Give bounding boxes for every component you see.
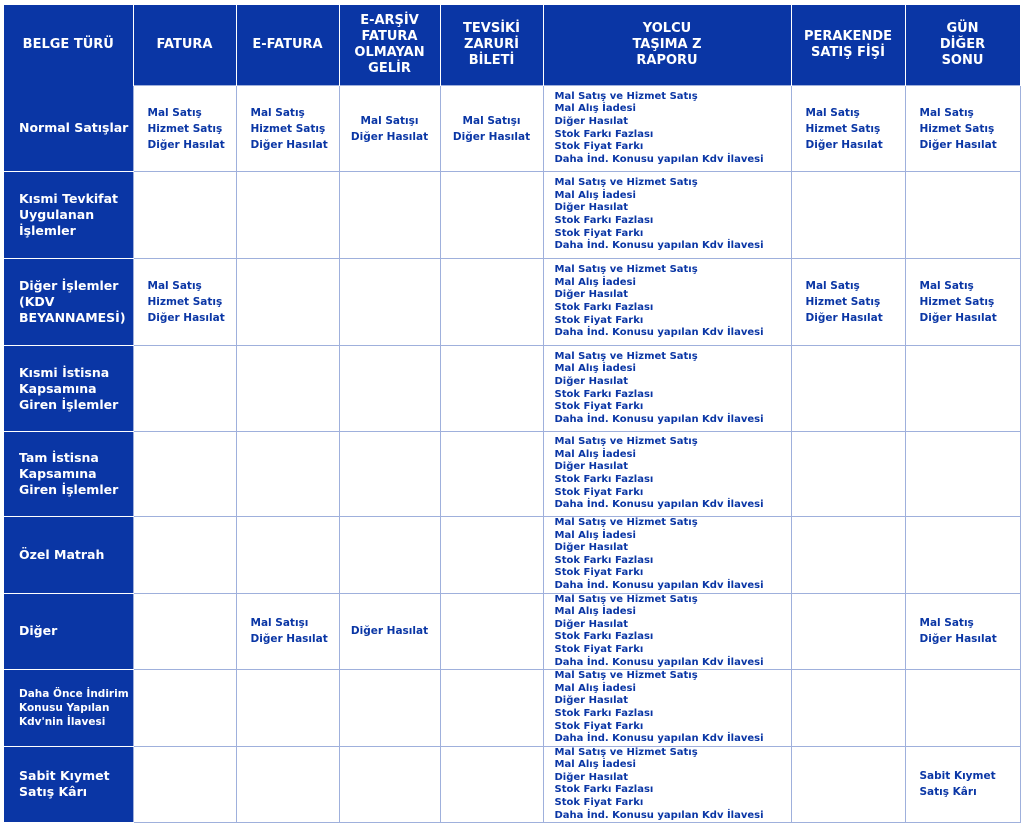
cell-item: Mal Satışı [462,114,521,127]
cell-item: Hizmet Satış [250,122,326,135]
yolcu-item: Diğer Hasılat [554,115,629,127]
tevsiki-cell [440,432,543,517]
yolcu-item: Diğer Hasılat [554,375,629,387]
yolcu-item: Mal Alış İadesi [554,759,636,771]
row-label: Kısmi Tevkifat Uygulanan İşlemler [4,172,133,259]
yolcu-item: Mal Alış İadesi [554,682,636,694]
cell-item: Mal Satış [805,280,860,292]
cell-item: Mal Satış [250,106,305,119]
perakende-cell [791,172,905,259]
gun-diger-sonu-cell [905,172,1020,259]
cell-item: Diğer Hasılat [147,312,225,324]
yolcu-item: Mal Satış ve Hizmet Satış [554,593,698,605]
fatura-cell [133,432,236,517]
gun-diger-sonu-cell [905,517,1020,594]
cell-item: Satış Kârı [919,786,977,799]
yolcu-z-raporu-cell [543,593,791,670]
gun-diger-sonu-cell [905,670,1020,747]
cell-item: Hizmet Satış [919,296,995,308]
cell-item: Mal Satışı [250,617,309,630]
yolcu-item: Daha İnd. Konusu yapılan Kdv İlavesi [554,579,764,591]
table-row [4,517,1020,594]
yolcu-item: Stok Farkı Fazlası [554,388,654,400]
e-arsiv-cell [339,746,440,823]
cell-item: Diğer Hasılat [147,138,225,151]
cell-item: Mal Satış [147,280,202,292]
header-row [4,5,1020,86]
table-row [4,593,1020,670]
row-label: Sabit Kıymet Satış Kârı [4,746,133,823]
e-arsiv-cell [339,593,440,670]
cell-item: Mal Satış [919,106,974,119]
yolcu-item: Stok Farkı Fazlası [554,554,654,566]
cell-item: Diğer Hasılat [350,625,429,638]
yolcu-item: Daha İnd. Konusu yapılan Kdv İlavesi [554,656,764,668]
perakende-cell [791,593,905,670]
table-row [4,172,1020,259]
yolcu-item: Daha İnd. Konusu yapılan Kdv İlavesi [554,733,764,745]
cell-item: Diğer Hasılat [350,130,429,143]
yolcu-item: Diğer Hasılat [554,202,629,214]
header-e-arsiv: E-ARŞİV FATURA OLMAYAN GELİR [339,5,440,86]
tevsiki-cell [440,746,543,823]
cell-item: Diğer Hasılat [452,130,531,143]
table-row [4,746,1020,823]
yolcu-item: Mal Satış ve Hizmet Satış [554,350,698,362]
cell-item: Diğer Hasılat [919,633,997,646]
yolcu-item: Mal Satış ve Hizmet Satış [554,177,698,189]
yolcu-item: Stok Fiyat Farkı [554,227,644,239]
row-label: Diğer İşlemler (KDV BEYANNAMESİ) [4,259,133,346]
yolcu-z-raporu-cell [543,432,791,517]
cell-item: Diğer Hasılat [919,138,997,151]
header-belge-turu: BELGE TÜRÜ [4,5,133,86]
fatura-cell [133,259,236,346]
row-label: Tam İstisna Kapsamına Giren İşlemler [4,432,133,517]
yolcu-z-raporu-cell [543,346,791,432]
yolcu-item: Stok Fiyat Farkı [554,797,644,809]
yolcu-z-raporu-cell [543,517,791,594]
perakende-cell [791,517,905,594]
table-row [4,86,1020,172]
yolcu-item: Mal Alış İadesi [554,363,636,375]
yolcu-item: Mal Alış İadesi [554,606,636,618]
tevsiki-cell [440,86,543,172]
yolcu-item: Stok Farkı Fazlası [554,302,654,313]
yolcu-item: Stok Farkı Fazlası [554,128,654,140]
yolcu-item: Diğer Hasılat [554,695,629,707]
belge-turu-table [4,5,1021,823]
yolcu-z-raporu-cell [543,172,791,259]
yolcu-item: Diğer Hasılat [554,542,629,554]
yolcu-item: Daha İnd. Konusu yapılan Kdv İlavesi [554,809,764,821]
e-fatura-cell [236,346,339,432]
belge-turu-table-container [4,5,1020,821]
yolcu-item: Stok Farkı Fazlası [554,784,654,796]
yolcu-item: Mal Alış İadesi [554,103,636,115]
yolcu-item: Stok Fiyat Farkı [554,720,644,732]
yolcu-item: Daha İnd. Konusu yapılan Kdv İlavesi [554,499,764,511]
yolcu-z-raporu-cell [543,86,791,172]
table-row [4,432,1020,517]
gun-diger-sonu-cell [905,432,1020,517]
cell-item: Diğer Hasılat [805,312,883,324]
e-fatura-cell [236,517,339,594]
cell-item: Hizmet Satış [805,122,881,135]
row-label: Diğer [4,593,133,670]
perakende-cell [791,346,905,432]
row-label: Kısmi İstisna Kapsamına Giren İşlemler [4,346,133,432]
cell-item: Mal Satışı [360,114,419,127]
fatura-cell [133,346,236,432]
gun-diger-sonu-cell [905,593,1020,670]
e-arsiv-cell [339,346,440,432]
yolcu-z-raporu-cell [543,259,791,346]
yolcu-item: Daha İnd. Konusu yapılan Kdv İlavesi [554,327,764,339]
cell-item: Diğer Hasılat [250,633,328,646]
e-fatura-cell [236,746,339,823]
table-row [4,259,1020,346]
yolcu-item: Diğer Hasılat [554,461,629,473]
yolcu-z-raporu-cell [543,746,791,823]
gun-diger-sonu-cell [905,346,1020,432]
cell-item: Mal Satış [147,106,202,119]
header-fatura: FATURA [133,5,236,86]
fatura-cell [133,670,236,747]
e-fatura-cell [236,172,339,259]
yolcu-item: Stok Farkı Fazlası [554,474,654,485]
gun-diger-sonu-cell [905,259,1020,346]
cell-item: Mal Satış [805,106,860,119]
yolcu-item: Stok Fiyat Farkı [554,141,644,153]
header-e-fatura: E-FATURA [236,5,339,86]
tevsiki-cell [440,593,543,670]
row-label: Normal Satışlar [4,86,133,172]
yolcu-item: Mal Alış İadesi [554,189,636,201]
yolcu-item: Mal Satış ve Hizmet Satış [554,670,698,682]
yolcu-item: Daha İnd. Konusu yapılan Kdv İlavesi [554,240,764,252]
e-arsiv-cell [339,86,440,172]
e-arsiv-cell [339,517,440,594]
yolcu-item: Stok Farkı Fazlası [554,707,654,719]
fatura-cell [133,593,236,670]
header-gun-diger-sonu: GÜN DİĞER SONU [905,5,1020,86]
yolcu-item: Mal Satış ve Hizmet Satış [554,264,698,276]
cell-item: Hizmet Satış [147,122,223,135]
cell-item: Sabit Kıymet [919,770,996,783]
cell-item: Diğer Hasılat [805,138,883,151]
perakende-cell [791,670,905,747]
yolcu-item: Mal Satış ve Hizmet Satış [554,517,698,528]
e-fatura-cell [236,670,339,747]
header-yolcu: YOLCU TAŞIMA Z RAPORU [543,5,791,86]
cell-item: Hizmet Satış [147,296,223,308]
yolcu-item: Mal Satış ve Hizmet Satış [554,746,698,758]
perakende-cell [791,746,905,823]
cell-item: Diğer Hasılat [250,138,328,151]
yolcu-item: Stok Fiyat Farkı [554,486,644,498]
yolcu-item: Stok Fiyat Farkı [554,567,644,579]
e-fatura-cell [236,432,339,517]
gun-diger-sonu-cell [905,746,1020,823]
yolcu-item: Stok Fiyat Farkı [554,314,644,326]
e-arsiv-cell [339,172,440,259]
tevsiki-cell [440,172,543,259]
yolcu-item: Daha İnd. Konusu yapılan Kdv İlavesi [554,153,764,165]
yolcu-item: Mal Alış İadesi [554,276,636,288]
yolcu-item: Mal Satış ve Hizmet Satış [554,436,698,448]
e-arsiv-cell [339,259,440,346]
tevsiki-cell [440,259,543,346]
header-perakende: PERAKENDE SATIŞ FİŞİ [791,5,905,86]
table-row [4,346,1020,432]
yolcu-item: Stok Farkı Fazlası [554,215,654,226]
tevsiki-cell [440,517,543,594]
e-fatura-cell [236,86,339,172]
cell-item: Hizmet Satış [919,122,995,135]
yolcu-item: Stok Fiyat Farkı [554,643,644,655]
yolcu-item: Diğer Hasılat [554,771,629,783]
fatura-cell [133,517,236,594]
yolcu-z-raporu-cell [543,670,791,747]
perakende-cell [791,86,905,172]
table-body [4,86,1020,823]
perakende-cell [791,259,905,346]
cell-item: Mal Satış [919,280,974,292]
tevsiki-cell [440,670,543,747]
gun-diger-sonu-cell [905,86,1020,172]
yolcu-item: Mal Alış İadesi [554,529,636,541]
yolcu-item: Mal Alış İadesi [554,448,636,460]
fatura-cell [133,746,236,823]
fatura-cell [133,86,236,172]
row-label: Özel Matrah [4,517,133,594]
e-arsiv-cell [339,670,440,747]
yolcu-item: Daha İnd. Konusu yapılan Kdv İlavesi [554,413,764,425]
e-arsiv-cell [339,432,440,517]
cell-item: Mal Satış [919,617,974,630]
yolcu-item: Stok Fiyat Farkı [554,401,644,413]
tevsiki-cell [440,346,543,432]
yolcu-item: Diğer Hasılat [554,289,629,301]
yolcu-item: Stok Farkı Fazlası [554,631,654,643]
table-row [4,670,1020,747]
fatura-cell [133,172,236,259]
perakende-cell [791,432,905,517]
e-fatura-cell [236,259,339,346]
row-label: Daha Önce İndirim Konusu Yapılan Kdv'nin İlavesi [4,670,133,747]
yolcu-item: Mal Satış ve Hizmet Satış [554,90,698,102]
yolcu-item: Diğer Hasılat [554,618,629,630]
cell-item: Hizmet Satış [805,296,881,308]
e-fatura-cell [236,593,339,670]
header-tevsiki: TEVSİKİ ZARURİ BİLETİ [440,5,543,86]
cell-item: Diğer Hasılat [919,312,997,324]
